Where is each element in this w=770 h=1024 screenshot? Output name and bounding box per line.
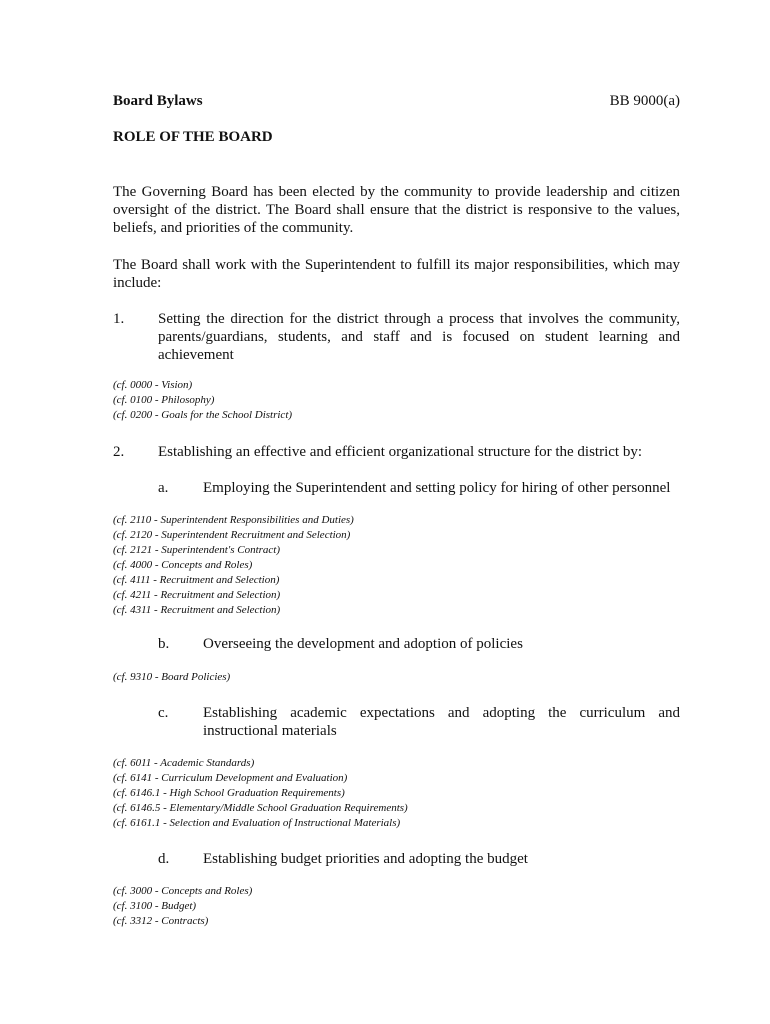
subitem-label: a.: [158, 480, 169, 496]
cross-reference-list: [113, 756, 408, 831]
header-left: Board Bylaws: [113, 93, 203, 109]
cross-reference: (cf. 3100 - Budget): [113, 900, 197, 912]
cross-reference-list: [113, 378, 292, 423]
subitem-label: b.: [158, 636, 170, 652]
cross-reference: (cf. 2121 - Superintendent's Contract): [113, 544, 281, 556]
cross-reference: (cf. 6146.5 - Elementary/Middle School Graduation Requirements): [113, 802, 408, 814]
intro-paragraph: The Governing Board has been elected by the community to provide leadership and citizen oversight of the district. The Board shall ensure that the district is responsive to the values, beliefs, and priorities of the community.: [113, 184, 680, 236]
cross-reference: (cf. 0200 - Goals for the School District): [113, 409, 293, 421]
cross-reference: (cf. 2120 - Superintendent Recruitment and Selection): [113, 529, 351, 541]
subitem-label: d.: [158, 851, 170, 867]
cross-reference: (cf. 6141 - Curriculum Development and Evaluation): [113, 772, 348, 784]
subitem-label: c.: [158, 705, 169, 721]
cross-reference: (cf. 0100 - Philosophy): [113, 394, 215, 406]
cross-reference: (cf. 4111 - Recruitment and Selection): [113, 574, 280, 586]
item-text: Setting the direction for the district through a process that involves the community, parents/guardians, students, and staff and is focused on student learning and achievement: [158, 311, 680, 363]
cross-reference: (cf. 4000 - Concepts and Roles): [113, 559, 253, 571]
item-text: Establishing an effective and efficient organizational structure for the district by:: [158, 444, 643, 460]
item-number: 1.: [113, 311, 125, 327]
subitem-text: Employing the Superintendent and setting policy for hiring of other personnel: [203, 480, 671, 496]
subitem-text: Establishing academic expectations and adopting the curriculum and instructional materials: [203, 705, 680, 739]
cross-reference: (cf. 6161.1 - Selection and Evaluation of Instructional Materials): [113, 817, 401, 829]
cross-reference-list: [113, 513, 354, 618]
cross-reference: (cf. 4211 - Recruitment and Selection): [113, 589, 281, 601]
item-number: 2.: [113, 444, 125, 460]
scope-paragraph: The Board shall work with the Superintendent to fulfill its major responsibilities, which may include:: [113, 257, 680, 291]
cross-reference: (cf. 2110 - Superintendent Responsibilities and Duties): [113, 514, 354, 526]
cross-reference: (cf. 6146.1 - High School Graduation Requirements): [113, 787, 345, 799]
cross-reference-list: [113, 884, 252, 929]
cross-reference: (cf. 0000 - Vision): [113, 379, 193, 391]
cross-reference: (cf. 4311 - Recruitment and Selection): [113, 604, 281, 616]
cross-reference: (cf. 9310 - Board Policies): [113, 671, 231, 683]
subitem-text: Establishing budget priorities and adopting the budget: [203, 851, 528, 867]
cross-reference: (cf. 3312 - Contracts): [113, 915, 209, 927]
subitem-text: Overseeing the development and adoption of policies: [203, 636, 523, 652]
cross-reference: (cf. 6011 - Academic Standards): [113, 757, 255, 769]
page-title: ROLE OF THE BOARD: [113, 129, 273, 145]
cross-reference-list: [113, 670, 230, 685]
header-right: BB 9000(a): [609, 93, 680, 109]
cross-reference: (cf. 3000 - Concepts and Roles): [113, 885, 253, 897]
